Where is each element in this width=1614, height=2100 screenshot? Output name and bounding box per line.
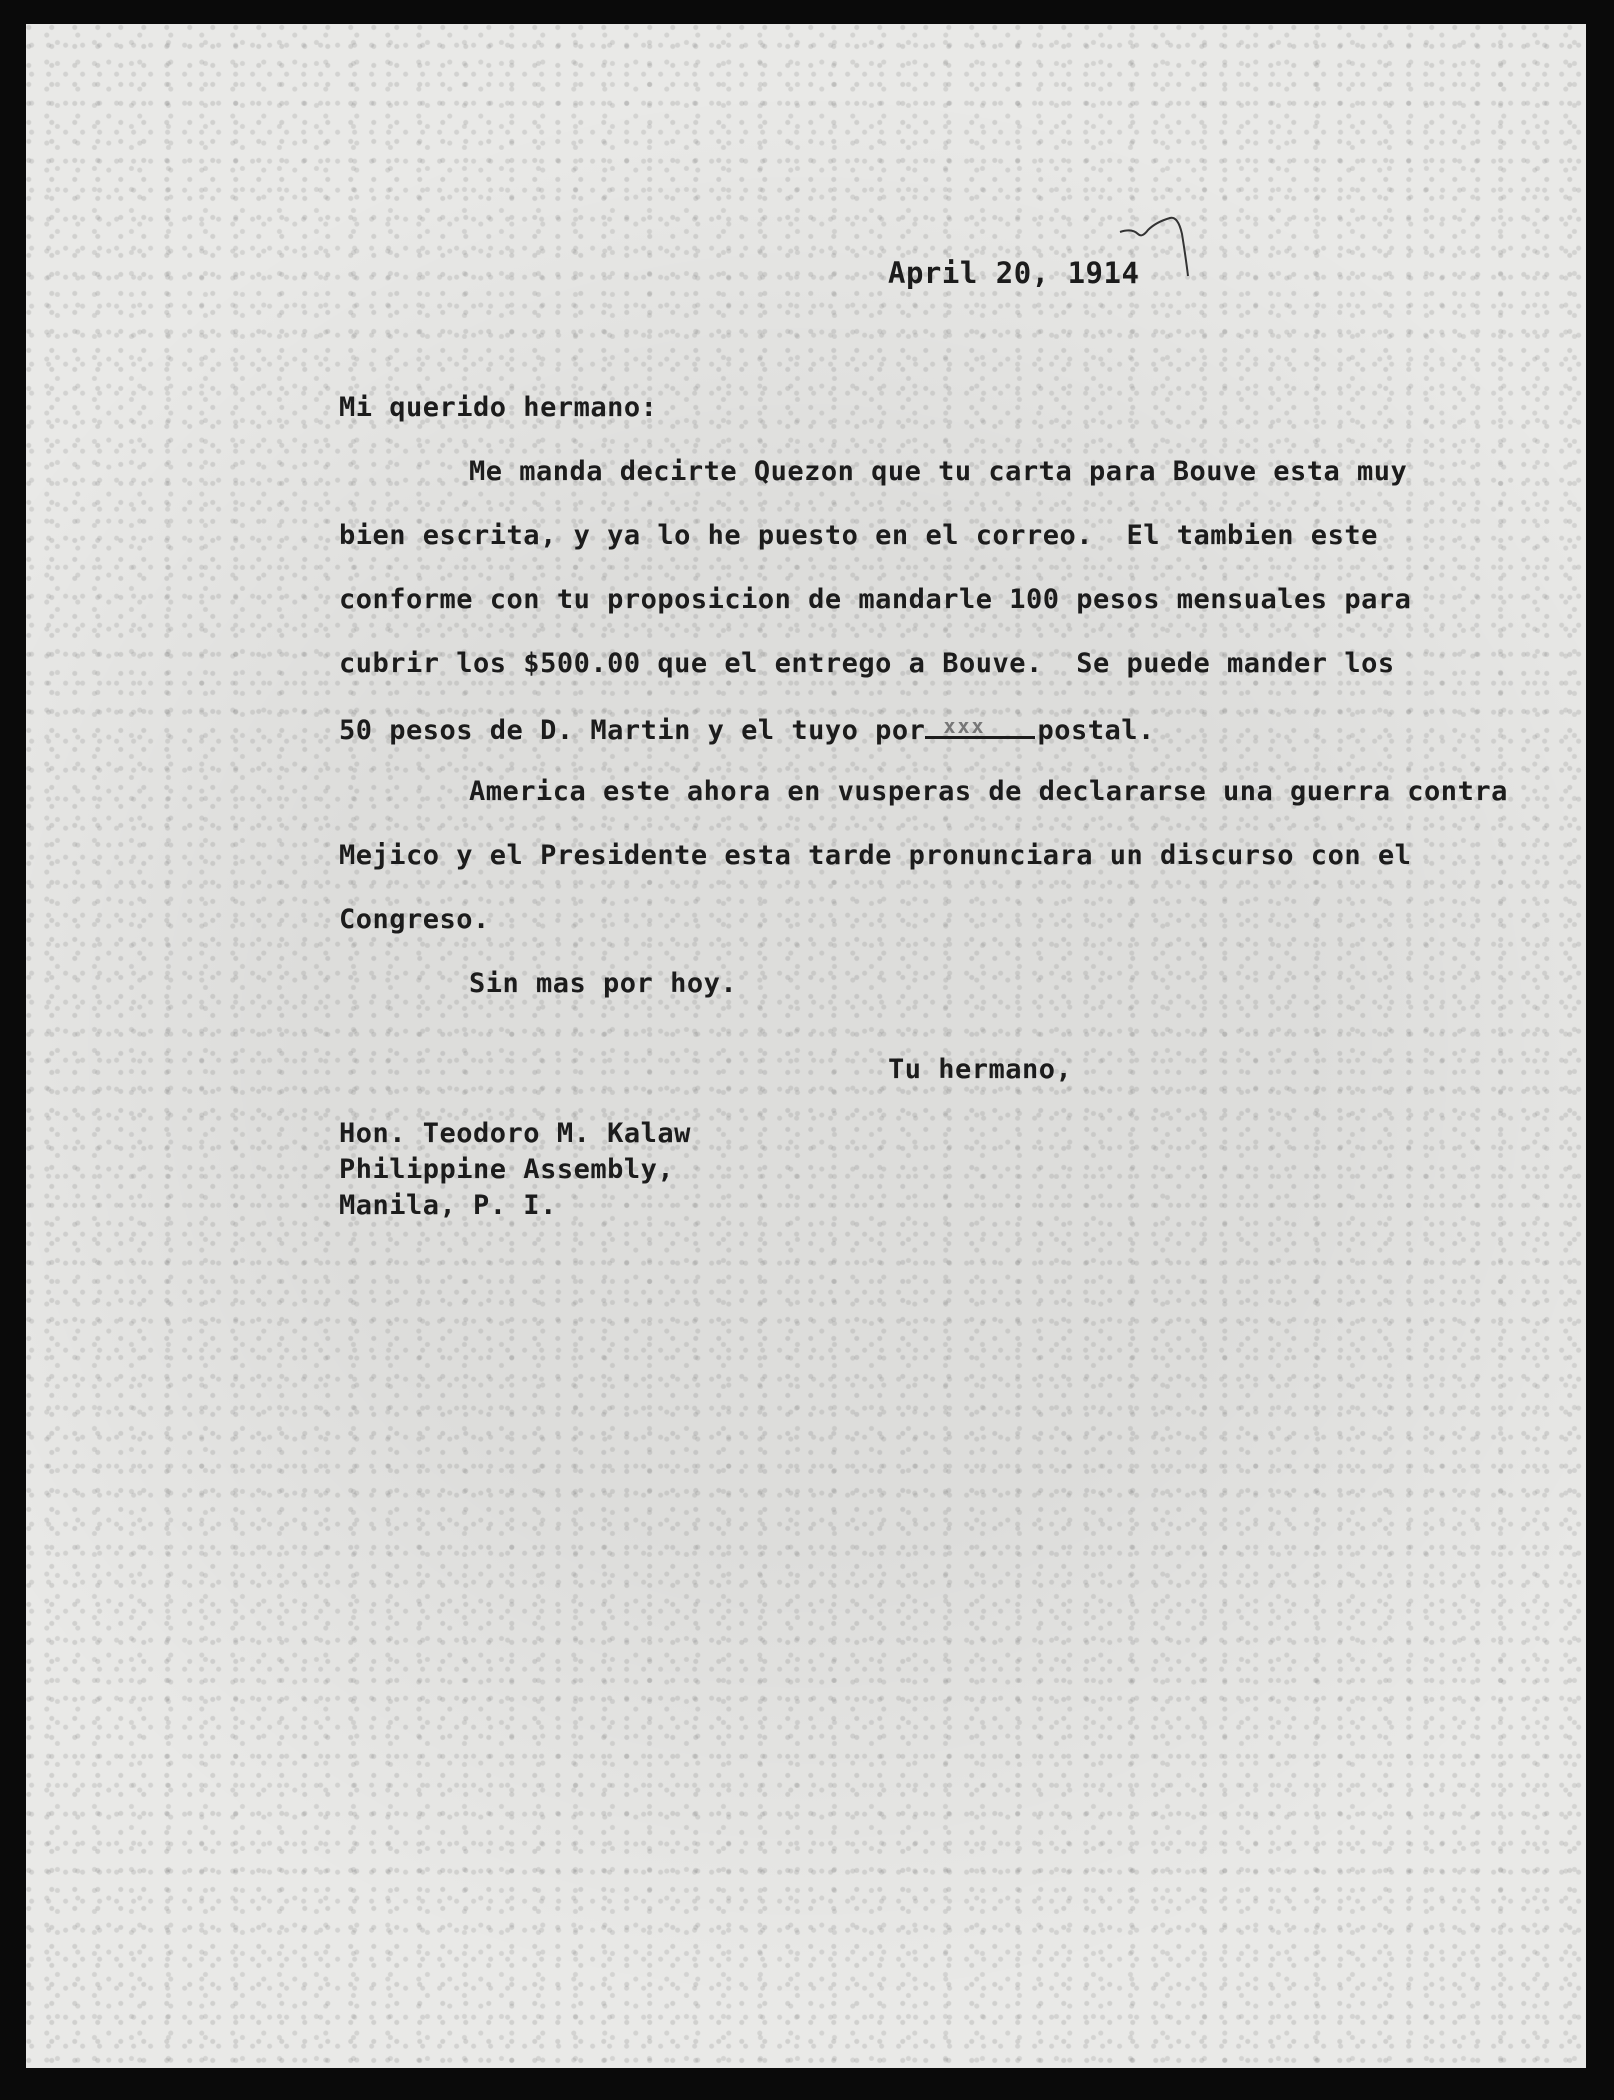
addressee-line-3: Manila, P. I. [339,1190,557,1221]
line-5-end: postal. [1037,715,1155,746]
addressee-line-1: Hon. Teodoro M. Kalaw [339,1118,691,1149]
paragraph-2-line-2: Mejico y el Presidente esta tarde pronunciara un discurso con el [339,840,1412,871]
paragraph-1-line-3: conforme con tu proposicion de mandarle 100 pesos mensuales para [339,584,1412,615]
paragraph-2-line-1: America este ahora en vusperas de declararse una guerra contra [469,776,1508,807]
letter-page [26,24,1586,2068]
blank-line [925,712,1035,739]
letter-date: April 20, 1914 [888,256,1140,290]
salutation: Mi querido hermano: [339,392,658,423]
paragraph-2-line-3: Congreso. [339,904,490,935]
paragraph-1-line-2: bien escrita, y ya lo he puesto en el correo. El tambien este [339,520,1378,551]
paragraph-1-line-4: cubrir los $500.00 que el entrego a Bouve. Se puede mander los [339,648,1395,679]
closing: Tu hermano, [888,1054,1073,1085]
addressee-line-2: Philippine Assembly, [339,1154,675,1185]
line-5-text: 50 pesos de D. Martin y el tuyo por [339,715,926,746]
struck-out-word: xxx [943,714,986,738]
sign-off-line: Sin mas por hoy. [469,968,738,999]
paragraph-1-line-5 [339,712,1155,746]
paragraph-1-line-1: Me manda decirte Quezon que tu carta para Bouve esta muy [469,456,1408,487]
